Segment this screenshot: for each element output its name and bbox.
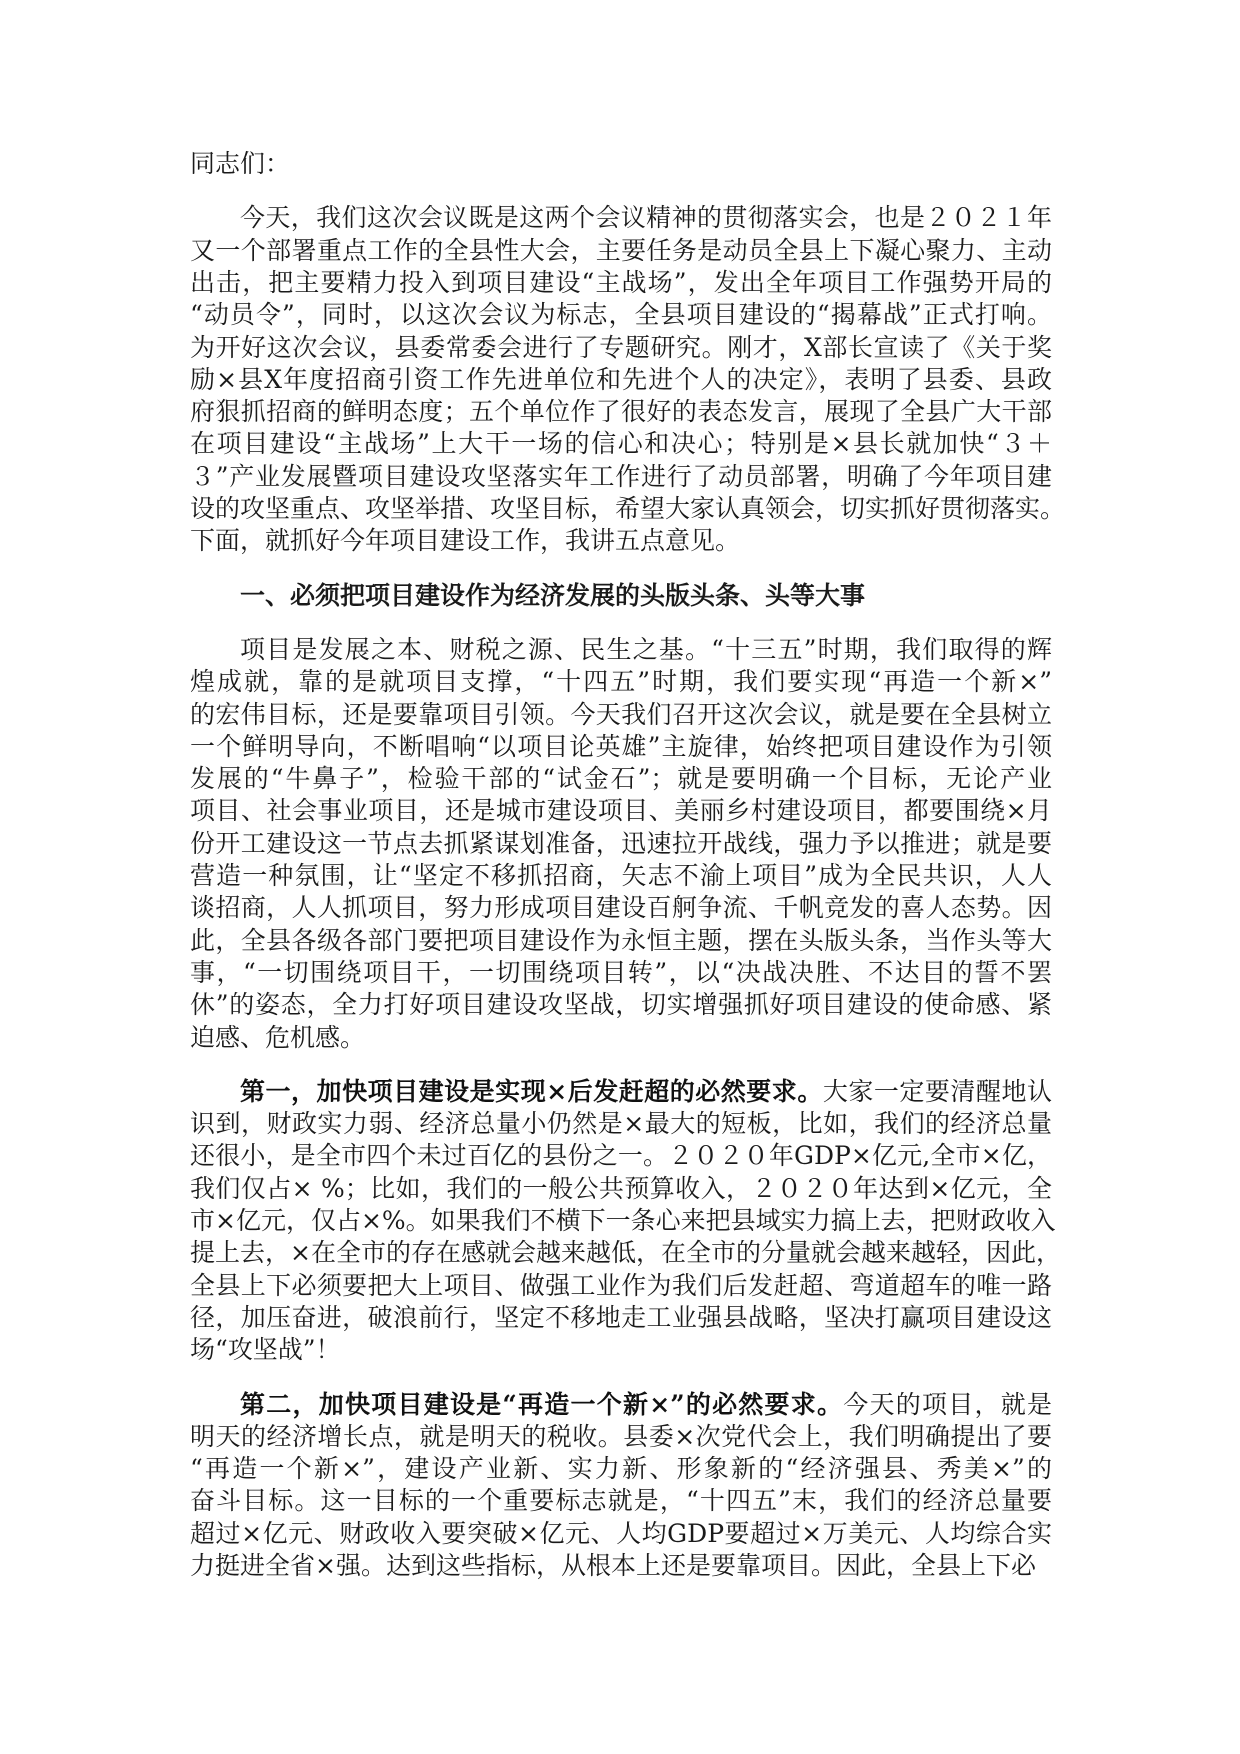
text-line: 明天的经济增长点，就是明天的税收。县委×次党代会上，我们明确提出了要 (190, 1421, 1052, 1451)
text-line: 营造一种氛围，让“坚定不移抓招商，矢志不渝上项目”成为全民共识，人人 (190, 861, 1052, 890)
text-line: 我们仅占× %；比如，我们的一般公共预算收入，２０２０年达到×亿元，全 (190, 1173, 1052, 1203)
text-line: 全县上下必须要把大上项目、做强工业作为我们后发赶超、弯道超车的唯一路 (190, 1270, 1052, 1300)
text-line: 径，加压奋进，破浪前行，坚定不移地走工业强县战略，坚决打赢项目建设这 (190, 1302, 1052, 1332)
lead-sentence-rest: 今天的项目，就是 (843, 1389, 1052, 1419)
text-line: 此，全县各级各部门要把项目建设作为永恒主题，摆在头版头条，当作头等大 (190, 925, 1052, 955)
text-line: 下面，就抓好今年项目建设工作，我讲五点意见。 (190, 526, 741, 556)
text-line: 谈招商，人人抓项目，努力形成项目建设百舸争流、千帆竞发的喜人态势。因 (190, 893, 1052, 923)
text-line: 府狠抓招商的鲜明态度；五个单位作了很好的表态发言，展现了全县广大干部 (190, 397, 1052, 427)
text-line: 又一个部署重点工作的全县性大会，主要任务是动员全县上下凝心聚力、主动 (190, 235, 1052, 265)
text-line: 奋斗目标。这一目标的一个重要标志就是，“十四五”末，我们的经济总量要 (190, 1486, 1052, 1516)
text-line: 一个鲜明导向，不断唱响“以项目论英雄”主旋律，始终把项目建设作为引领 (190, 731, 1052, 761)
text-line: 设的攻坚重点、攻坚举措、攻坚目标，希望大家认真领会，切实抓好贯彻落实。 (190, 494, 1066, 523)
lead-sentence-bold: 第一，加快项目建设是实现×后发赶超的必然要求。 (240, 1076, 823, 1106)
text-line: 超过×亿元、财政收入要突破×亿元、人均GDP要超过×万美元、人均综合实 (190, 1518, 1052, 1548)
text-line: 煌成就，靠的是就项目支撑，“十四五”时期，我们要实现“再造一个新×” (190, 667, 1052, 697)
text-line: 还很小，是全市四个未过百亿的县份之一。２０２０年GDP×亿元,全市×亿， (190, 1141, 1052, 1171)
text-line: 市×亿元，仅占×%。如果我们不横下一条心来把县域实力搞上去，把财政收入 (190, 1206, 1056, 1235)
text-line: 事，“一切围绕项目干，一切围绕项目转”，以“决战决胜、不达目的誓不罢 (190, 957, 1052, 987)
paragraph-lead-line (240, 1076, 1052, 1108)
lead-sentence-rest: 大家一定要清醒地认 (822, 1076, 1052, 1106)
text-line: “再造一个新×”，建设产业新、实力新、形象新的“经济强县、秀美×”的 (190, 1454, 1052, 1484)
text-line: 出击，把主要精力投入到项目建设“主战场”，发出全年项目工作强势开局的 (190, 267, 1052, 297)
text-line: 项目是发展之本、财税之源、民生之基。“十三五”时期，我们取得的辉 (240, 634, 1052, 664)
text-line: 场“攻坚战”！ (190, 1335, 341, 1365)
text-line: 今天，我们这次会议既是这两个会议精神的贯彻落实会，也是２０２１年 (240, 203, 1052, 233)
text-line: 在项目建设“主战场”上大干一场的信心和决心；特别是×县长就加快“３＋ (190, 429, 1052, 459)
text-line: 份开工建设这一节点去抓紧谋划准备，迅速拉开战线，强力予以推进；就是要 (190, 828, 1052, 858)
text-line: 提上去，×在全市的存在感就会越来越低，在全市的分量就会越来越轻，因此， (190, 1238, 1061, 1268)
text-line: 休”的姿态，全力打好项目建设攻坚战，切实增强抓好项目建设的使命感、紧 (190, 990, 1052, 1020)
paragraph-lead-line (240, 1389, 1052, 1421)
text-line: 迫感、危机感。 (190, 1022, 366, 1052)
section-heading: 一、必须把项目建设作为经济发展的头版头条、头等大事 (240, 580, 866, 610)
text-line: 项目、社会事业项目，还是城市建设项目、美丽乡村建设项目，都要围绕×月 (190, 796, 1052, 826)
text-line: 的宏伟目标，还是要靠项目引领。今天我们召开这次会议，就是要在全县树立 (190, 699, 1052, 729)
text-line: ３”产业发展暨项目建设攻坚落实年工作进行了动员部署，明确了今年项目建 (190, 461, 1052, 491)
text-line: 发展的“牛鼻子”，检验干部的“试金石”；就是要明确一个目标，无论产业 (190, 764, 1052, 794)
text-line: 识到，财政实力弱、经济总量小仍然是×最大的短板，比如，我们的经济总量 (190, 1109, 1052, 1139)
lead-sentence-bold: 第二，加快项目建设是“再造一个新×”的必然要求。 (240, 1389, 844, 1419)
text-line: “动员令”，同时，以这次会议为标志，全县项目建设的“揭幕战”正式打响。 (190, 300, 1052, 330)
text-line: 为开好这次会议，县委常委会进行了专题研究。刚才，X部长宣读了《关于奖 (190, 332, 1052, 362)
text-line: 励×县X年度招商引资工作先进单位和先进个人的决定》，表明了县委、县政 (190, 364, 1052, 394)
text-line: 力挺进全省×强。达到这些指标，从根本上还是要靠项目。因此，全县上下必 (190, 1551, 1036, 1580)
salutation: 同志们： (190, 149, 291, 178)
